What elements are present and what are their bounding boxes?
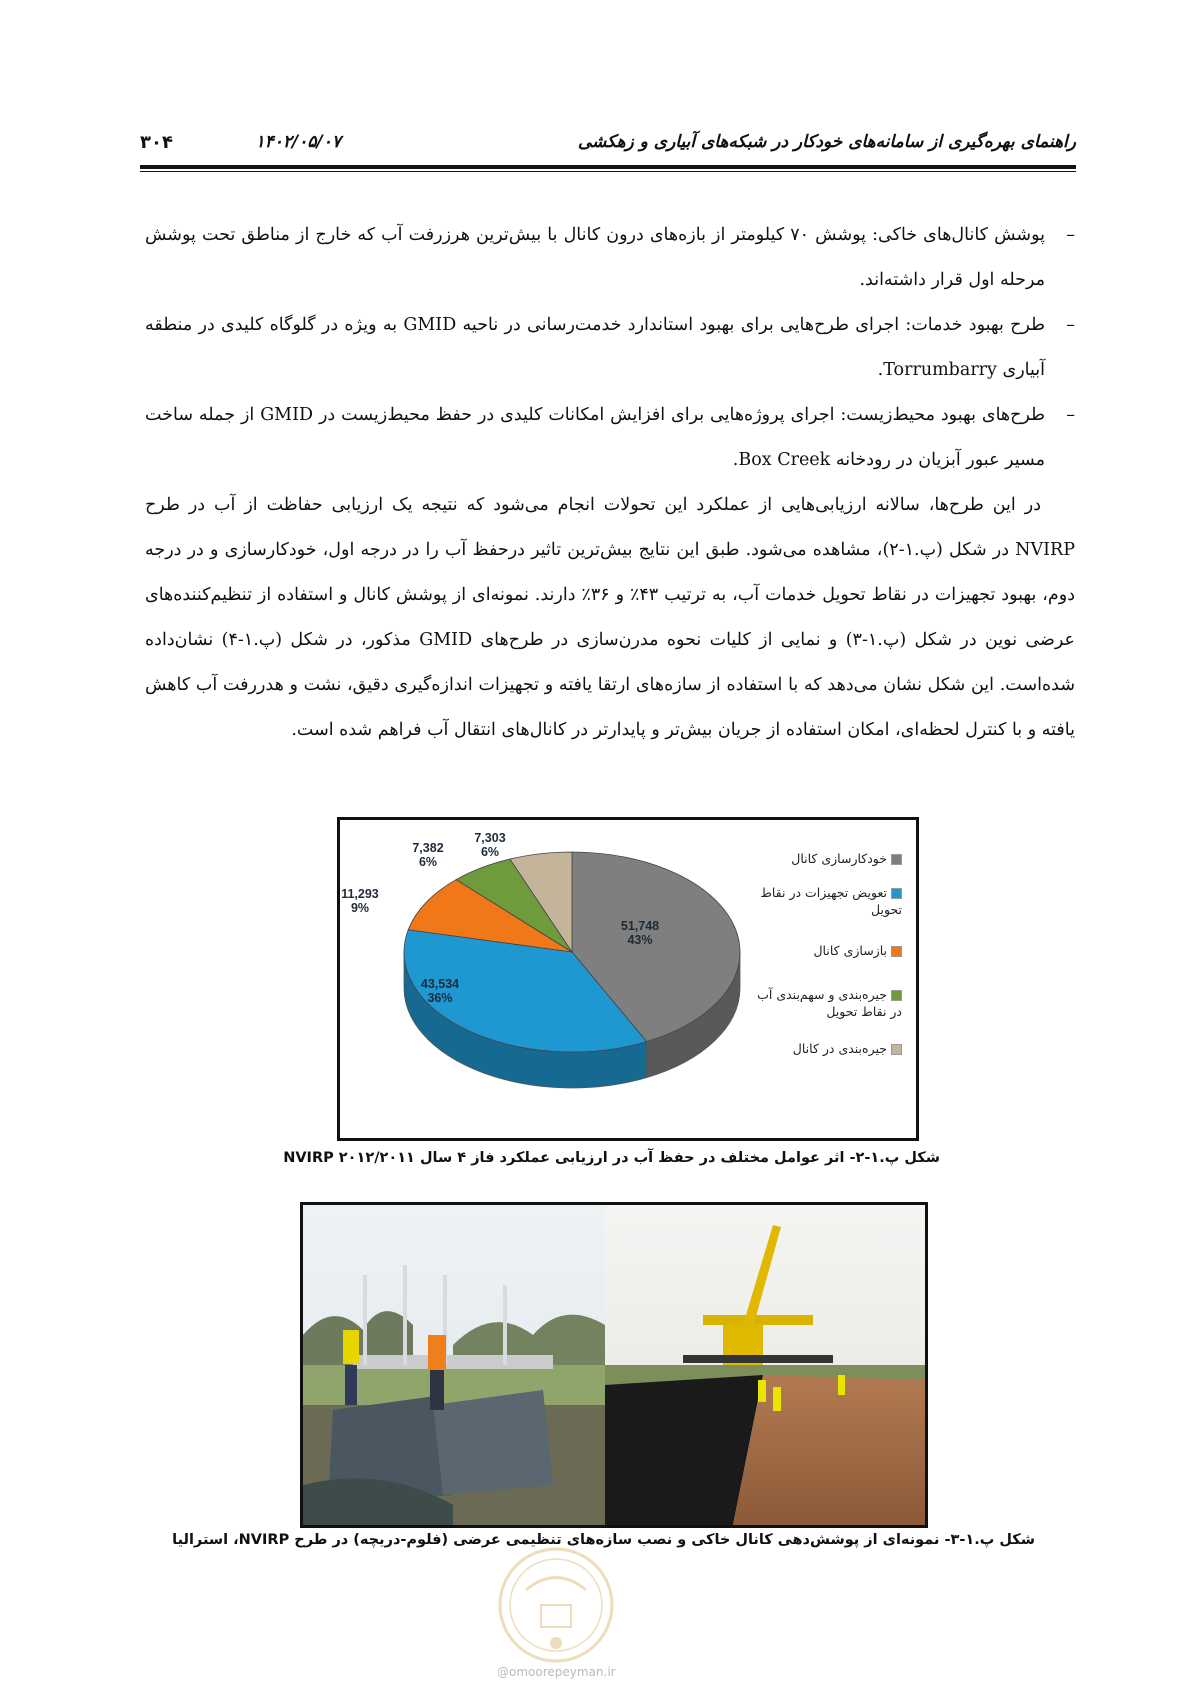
figure-3-caption: شکل پ.۱-۳- نمونه‌ای از پوشش‌دهی کانال خاکی و نصب سازه‌های تنظیمی عرضی (فلوم-دریچه) در طرح NVIRP، استرالیا (172, 1532, 1035, 1548)
legend-swatch (891, 990, 902, 1001)
slice-percent-label: 9% (350, 901, 370, 915)
legend-label: جیره‌بندی و سهم‌بندی آب در نقاط تحویل (757, 987, 902, 1019)
header-date: ۱۴۰۲/۰۵/۰۷ (255, 132, 341, 152)
body-text (145, 213, 1075, 753)
right-photo-canal-lining (605, 1205, 925, 1525)
seal-watermark (496, 1545, 616, 1665)
legend-label: بازسازی کانال (813, 943, 887, 958)
slice-percent-label: 43% (627, 933, 653, 947)
bullet-dash: – (1066, 225, 1075, 245)
legend-item (752, 850, 902, 867)
legend-swatch (891, 888, 902, 899)
bullet-text: طرح بهبود خدمات: اجرای طرح‌هایی برای بهبود استاندارد خدمت‌رسانی در ناحیه GMID به ویژه در گلوگاه کلیدی در منطقه آبیاری Torrumbarry. (145, 315, 1045, 380)
bullet-item (145, 303, 1075, 393)
bullet-item (145, 213, 1075, 303)
bullet-text: پوشش کانال‌های خاکی: پوشش ۷۰ کیلومتر از بازه‌های درون کانال با بیش‌ترین هرزرفت آب که خارج از مناطق تحت پوشش مرحله اول قرار داشته‌اند. (145, 225, 1045, 290)
slice-percent-label: 6% (480, 845, 500, 859)
slice-value-label: 7,303 (474, 831, 506, 845)
canal-photos (300, 1202, 928, 1528)
pie-chart-figure (337, 817, 919, 1141)
body-paragraph: در این طرح‌ها، سالانه ارزیابی‌هایی از عملکرد این تحولات انجام می‌شود که نتیجه یک ارزیابی حفاظت از آب در طرح NVIRP در شکل (پ.۱-۲)، مشاهده می‌شود. طبق این نتایج بیش‌ترین تاثیر درحفظ آب را در درجه اول، خودکارسازی و در درجه دوم، بهبود تجهیزات در نقاط تحویل خدمات آب، به ترتیب ۴۳٪ و ۳۶٪ دارند. نمونه‌ای از پوشش کانال و استفاده از تنظیم‌کننده‌های عرضی نوین در شکل (پ.۱-۳) و نمایی از کلیات نحوه مدرن‌سازی در طرح‌های GMID مذکور، در شکل (پ.۱-۴) نشان‌داده شده‌است. این شکل نشان می‌دهد که با استفاده از سازه‌های ارتقا یافته و تجهیزات اندازه‌گیری دقیق، نشت و هدررفت آب کاهش یافته و با کنترل لحظه‌ای، امکان استفاده از جریان بیش‌تر و پایدارتر در کانال‌های انتقال آب فراهم شده است. (145, 495, 1075, 740)
legend-swatch (891, 946, 902, 957)
slice-value-label: 43,534 (420, 977, 460, 991)
legend-swatch (891, 1044, 902, 1055)
page-number: ۳۰۴ (140, 132, 173, 153)
slice-percent-label: 6% (418, 855, 438, 869)
legend-item (752, 884, 902, 918)
photo-pair (303, 1205, 925, 1525)
bullet-item (145, 393, 1075, 483)
legend-swatch (891, 854, 902, 865)
figure-2-caption: شکل پ.۱-۲- اثر عوامل مختلف در حفظ آب در ارزیابی عملکرد فاز ۴ سال ۲۰۱۲/۲۰۱۱ NVIRP (283, 1150, 940, 1166)
legend-label: جیره‌بندی در کانال (792, 1041, 887, 1056)
header-title: راهنمای بهره‌گیری از سامانه‌های خودکار در شبکه‌های آبیاری و زهکشی (577, 132, 1076, 152)
watermark-text: @omoorepeyman.ir (497, 1665, 616, 1679)
slice-value-label: 51,748 (620, 919, 660, 933)
slice-value-label: 7,382 (412, 841, 444, 855)
legend-label: تعویض تجهیزات در نقاط تحویل (760, 885, 902, 917)
running-header (140, 130, 1076, 160)
legend-item (752, 1040, 902, 1057)
slice-percent-label: 36% (427, 991, 453, 1005)
bullet-dash: – (1066, 315, 1075, 335)
pie-chart (340, 820, 916, 1138)
legend-item (752, 986, 902, 1020)
bullet-text: طرح‌های بهبود محیط‌زیست: اجرای پروژه‌هایی برای افزایش امکانات کلیدی در حفظ محیط‌زیست در GMID از جمله ساخت مسیر عبور آبزیان در رودخانه Box Creek. (145, 405, 1046, 470)
header-rule-thin (140, 171, 1076, 172)
header-rule-thick (140, 165, 1076, 169)
legend-label: خودکارسازی کانال (791, 851, 887, 866)
left-photo-flume-gate (303, 1205, 605, 1525)
legend-item (752, 942, 902, 959)
slice-value-label: 11,293 (341, 887, 379, 901)
bullet-dash: – (1066, 405, 1075, 425)
